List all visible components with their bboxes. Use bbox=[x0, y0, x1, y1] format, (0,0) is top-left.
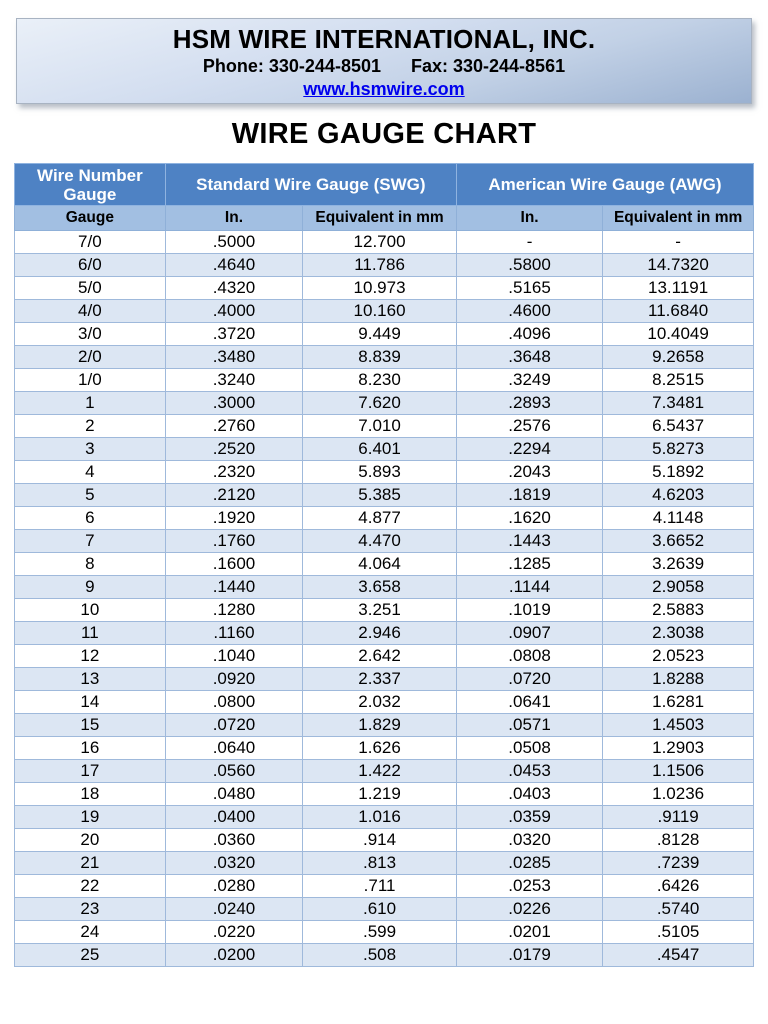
table-cell: .4547 bbox=[603, 944, 754, 967]
table-cell: 10 bbox=[15, 599, 166, 622]
table-cell: .0720 bbox=[165, 714, 302, 737]
page-title: WIRE GAUGE CHART bbox=[231, 118, 537, 150]
table-cell: .5000 bbox=[165, 231, 302, 254]
table-row bbox=[15, 599, 754, 622]
table-cell: 1.829 bbox=[303, 714, 457, 737]
table-cell: 2 bbox=[15, 415, 166, 438]
table-cell: 5 bbox=[15, 484, 166, 507]
table-cell: 1/0 bbox=[15, 369, 166, 392]
table-row bbox=[15, 254, 754, 277]
table-row bbox=[15, 783, 754, 806]
table-cell: 3.6652 bbox=[603, 530, 754, 553]
table-cell: 15 bbox=[15, 714, 166, 737]
company-name: HSM WIRE INTERNATIONAL, INC. bbox=[172, 24, 596, 54]
table-cell: .4640 bbox=[165, 254, 302, 277]
table-cell: 14.7320 bbox=[603, 254, 754, 277]
column-header-swg-in: In. bbox=[165, 206, 302, 231]
table-cell: 10.4049 bbox=[603, 323, 754, 346]
table-cell: 4 bbox=[15, 461, 166, 484]
table-cell: 6 bbox=[15, 507, 166, 530]
table-cell: .0400 bbox=[165, 806, 302, 829]
table-cell: .711 bbox=[303, 875, 457, 898]
table-cell: 4/0 bbox=[15, 300, 166, 323]
table-cell: .1285 bbox=[456, 553, 602, 576]
table-cell: .3000 bbox=[165, 392, 302, 415]
table-cell: .3648 bbox=[456, 346, 602, 369]
table-cell: .0200 bbox=[165, 944, 302, 967]
table-subheader-row bbox=[15, 206, 754, 231]
table-header bbox=[15, 164, 754, 231]
table-cell: 17 bbox=[15, 760, 166, 783]
table-cell: 18 bbox=[15, 783, 166, 806]
table-cell: 3/0 bbox=[15, 323, 166, 346]
table-cell: .0253 bbox=[456, 875, 602, 898]
table-cell: .0240 bbox=[165, 898, 302, 921]
website-line bbox=[17, 78, 751, 102]
table-cell: .1620 bbox=[456, 507, 602, 530]
table-cell: .1600 bbox=[165, 553, 302, 576]
table-cell: .2520 bbox=[165, 438, 302, 461]
table-cell: .3249 bbox=[456, 369, 602, 392]
table-cell: 1 bbox=[15, 392, 166, 415]
table-row bbox=[15, 484, 754, 507]
table-cell: .0280 bbox=[165, 875, 302, 898]
table-row bbox=[15, 369, 754, 392]
table-cell: 8.2515 bbox=[603, 369, 754, 392]
table-cell: 12 bbox=[15, 645, 166, 668]
table-cell: .1440 bbox=[165, 576, 302, 599]
table-cell: .1280 bbox=[165, 599, 302, 622]
contact-line bbox=[17, 55, 751, 77]
table-cell: 1.1506 bbox=[603, 760, 754, 783]
table-cell: .5740 bbox=[603, 898, 754, 921]
table-row bbox=[15, 714, 754, 737]
table-cell: .4320 bbox=[165, 277, 302, 300]
table-cell: .0220 bbox=[165, 921, 302, 944]
table-row bbox=[15, 461, 754, 484]
table-cell: .508 bbox=[303, 944, 457, 967]
table-cell: 11.6840 bbox=[603, 300, 754, 323]
table-cell: 2.032 bbox=[303, 691, 457, 714]
table-cell: .0808 bbox=[456, 645, 602, 668]
table-cell: 7.3481 bbox=[603, 392, 754, 415]
table-cell: .1019 bbox=[456, 599, 602, 622]
table-row bbox=[15, 576, 754, 599]
table-cell: .6426 bbox=[603, 875, 754, 898]
table-cell: 3.251 bbox=[303, 599, 457, 622]
table-cell: .1920 bbox=[165, 507, 302, 530]
table-row bbox=[15, 691, 754, 714]
table-cell: .0320 bbox=[456, 829, 602, 852]
table-cell: .2320 bbox=[165, 461, 302, 484]
table-cell: .1819 bbox=[456, 484, 602, 507]
table-cell: 2.337 bbox=[303, 668, 457, 691]
table-cell: .4096 bbox=[456, 323, 602, 346]
table-cell: 7 bbox=[15, 530, 166, 553]
table-cell: 2.3038 bbox=[603, 622, 754, 645]
table-cell: 7.010 bbox=[303, 415, 457, 438]
table-row bbox=[15, 668, 754, 691]
table-cell: 11 bbox=[15, 622, 166, 645]
table-cell: 5/0 bbox=[15, 277, 166, 300]
table-cell: 4.470 bbox=[303, 530, 457, 553]
column-group-awg: American Wire Gauge (AWG) bbox=[456, 164, 753, 206]
table-cell: .1160 bbox=[165, 622, 302, 645]
table-cell: 6.401 bbox=[303, 438, 457, 461]
table-cell: 12.700 bbox=[303, 231, 457, 254]
table-cell: .2893 bbox=[456, 392, 602, 415]
table-cell: .599 bbox=[303, 921, 457, 944]
table-cell: .0403 bbox=[456, 783, 602, 806]
table-cell: 3.658 bbox=[303, 576, 457, 599]
table-cell: .0480 bbox=[165, 783, 302, 806]
table-cell: .0640 bbox=[165, 737, 302, 760]
table-cell: .0800 bbox=[165, 691, 302, 714]
table-cell: 7.620 bbox=[303, 392, 457, 415]
table-cell: .0560 bbox=[165, 760, 302, 783]
table-row bbox=[15, 944, 754, 967]
table-row bbox=[15, 530, 754, 553]
column-header-swg-mm: Equivalent in mm bbox=[303, 206, 457, 231]
table-cell: .2043 bbox=[456, 461, 602, 484]
table-cell: .1760 bbox=[165, 530, 302, 553]
table-cell: 10.160 bbox=[303, 300, 457, 323]
table-row bbox=[15, 392, 754, 415]
table-cell: .3480 bbox=[165, 346, 302, 369]
table-cell: .0359 bbox=[456, 806, 602, 829]
table-cell: 7/0 bbox=[15, 231, 166, 254]
table-cell: 24 bbox=[15, 921, 166, 944]
column-header-gauge: Gauge bbox=[15, 206, 166, 231]
table-cell: .1443 bbox=[456, 530, 602, 553]
table-cell: .2760 bbox=[165, 415, 302, 438]
table-cell: 5.8273 bbox=[603, 438, 754, 461]
table-cell: .0641 bbox=[456, 691, 602, 714]
table-cell: .0201 bbox=[456, 921, 602, 944]
table-cell: .1040 bbox=[165, 645, 302, 668]
table-cell: 8 bbox=[15, 553, 166, 576]
table-cell: .0907 bbox=[456, 622, 602, 645]
column-group-wire-number-gauge: Wire Number Gauge bbox=[15, 164, 166, 206]
table-row bbox=[15, 760, 754, 783]
table-row bbox=[15, 898, 754, 921]
table-cell: .0508 bbox=[456, 737, 602, 760]
table-row bbox=[15, 875, 754, 898]
table-row bbox=[15, 622, 754, 645]
table-cell: 10.973 bbox=[303, 277, 457, 300]
table-cell: .4600 bbox=[456, 300, 602, 323]
table-cell: .8128 bbox=[603, 829, 754, 852]
table-cell: .7239 bbox=[603, 852, 754, 875]
table-cell: 8.230 bbox=[303, 369, 457, 392]
table-cell: 4.877 bbox=[303, 507, 457, 530]
table-cell: .0453 bbox=[456, 760, 602, 783]
table-cell: 16 bbox=[15, 737, 166, 760]
table-cell: .2120 bbox=[165, 484, 302, 507]
table-cell: 9 bbox=[15, 576, 166, 599]
table-cell: 1.8288 bbox=[603, 668, 754, 691]
table-row bbox=[15, 323, 754, 346]
table-cell: 13.1191 bbox=[603, 277, 754, 300]
table-cell: 9.2658 bbox=[603, 346, 754, 369]
table-row bbox=[15, 231, 754, 254]
column-header-awg-mm: Equivalent in mm bbox=[603, 206, 754, 231]
table-row bbox=[15, 645, 754, 668]
table-cell: 21 bbox=[15, 852, 166, 875]
table-cell: 22 bbox=[15, 875, 166, 898]
table-cell: 2.9058 bbox=[603, 576, 754, 599]
table-cell: 14 bbox=[15, 691, 166, 714]
table-cell: 23 bbox=[15, 898, 166, 921]
phone-number: Phone: 330-244-8501 bbox=[202, 56, 381, 76]
website-link[interactable]: www.hsmwire.com bbox=[303, 79, 465, 99]
table-cell: .914 bbox=[303, 829, 457, 852]
table-cell: .0179 bbox=[456, 944, 602, 967]
company-banner bbox=[16, 18, 752, 104]
table-cell: 6/0 bbox=[15, 254, 166, 277]
table-cell: .5105 bbox=[603, 921, 754, 944]
table-cell: 1.016 bbox=[303, 806, 457, 829]
table-cell: .0571 bbox=[456, 714, 602, 737]
table-cell: .0720 bbox=[456, 668, 602, 691]
column-group-swg: Standard Wire Gauge (SWG) bbox=[165, 164, 456, 206]
table-cell: 3.2639 bbox=[603, 553, 754, 576]
table-row bbox=[15, 737, 754, 760]
table-cell: 5.1892 bbox=[603, 461, 754, 484]
table-row bbox=[15, 507, 754, 530]
table-cell: .813 bbox=[303, 852, 457, 875]
table-row bbox=[15, 553, 754, 576]
table-row bbox=[15, 806, 754, 829]
table-row bbox=[15, 346, 754, 369]
table-cell: 19 bbox=[15, 806, 166, 829]
table-cell: 1.422 bbox=[303, 760, 457, 783]
table-cell: .3240 bbox=[165, 369, 302, 392]
table-cell: 8.839 bbox=[303, 346, 457, 369]
gauge-table-body bbox=[15, 231, 754, 967]
table-row bbox=[15, 415, 754, 438]
table-cell: .0320 bbox=[165, 852, 302, 875]
table-cell: .3720 bbox=[165, 323, 302, 346]
table-cell: .1144 bbox=[456, 576, 602, 599]
table-cell: 1.0236 bbox=[603, 783, 754, 806]
table-row bbox=[15, 921, 754, 944]
column-header-awg-in: In. bbox=[456, 206, 602, 231]
table-cell: .2576 bbox=[456, 415, 602, 438]
table-cell: 1.2903 bbox=[603, 737, 754, 760]
table-cell: 5.893 bbox=[303, 461, 457, 484]
table-cell: - bbox=[603, 231, 754, 254]
table-cell: 6.5437 bbox=[603, 415, 754, 438]
table-cell: 1.4503 bbox=[603, 714, 754, 737]
table-cell: 1.6281 bbox=[603, 691, 754, 714]
table-cell: .0226 bbox=[456, 898, 602, 921]
table-cell: - bbox=[456, 231, 602, 254]
table-cell: 5.385 bbox=[303, 484, 457, 507]
table-cell: .9119 bbox=[603, 806, 754, 829]
table-cell: 2.642 bbox=[303, 645, 457, 668]
table-cell: 3 bbox=[15, 438, 166, 461]
table-row bbox=[15, 829, 754, 852]
table-cell: 2.0523 bbox=[603, 645, 754, 668]
table-cell: 9.449 bbox=[303, 323, 457, 346]
table-cell: 20 bbox=[15, 829, 166, 852]
table-cell: 4.6203 bbox=[603, 484, 754, 507]
table-cell: 1.626 bbox=[303, 737, 457, 760]
table-cell: 2.5883 bbox=[603, 599, 754, 622]
table-cell: 4.064 bbox=[303, 553, 457, 576]
table-cell: 4.1148 bbox=[603, 507, 754, 530]
table-group-header-row bbox=[15, 164, 754, 206]
table-cell: .0285 bbox=[456, 852, 602, 875]
table-row bbox=[15, 438, 754, 461]
fax-number: Fax: 330-244-8561 bbox=[410, 56, 566, 76]
table-cell: 25 bbox=[15, 944, 166, 967]
wire-gauge-table bbox=[14, 163, 754, 967]
table-cell: .4000 bbox=[165, 300, 302, 323]
table-cell: .610 bbox=[303, 898, 457, 921]
table-cell: .2294 bbox=[456, 438, 602, 461]
table-cell: .5165 bbox=[456, 277, 602, 300]
table-cell: .0360 bbox=[165, 829, 302, 852]
table-cell: .0920 bbox=[165, 668, 302, 691]
table-cell: 1.219 bbox=[303, 783, 457, 806]
table-cell: 11.786 bbox=[303, 254, 457, 277]
table-cell: 13 bbox=[15, 668, 166, 691]
table-row bbox=[15, 852, 754, 875]
table-cell: 2.946 bbox=[303, 622, 457, 645]
table-cell: 2/0 bbox=[15, 346, 166, 369]
table-row bbox=[15, 277, 754, 300]
table-cell: .5800 bbox=[456, 254, 602, 277]
table-row bbox=[15, 300, 754, 323]
